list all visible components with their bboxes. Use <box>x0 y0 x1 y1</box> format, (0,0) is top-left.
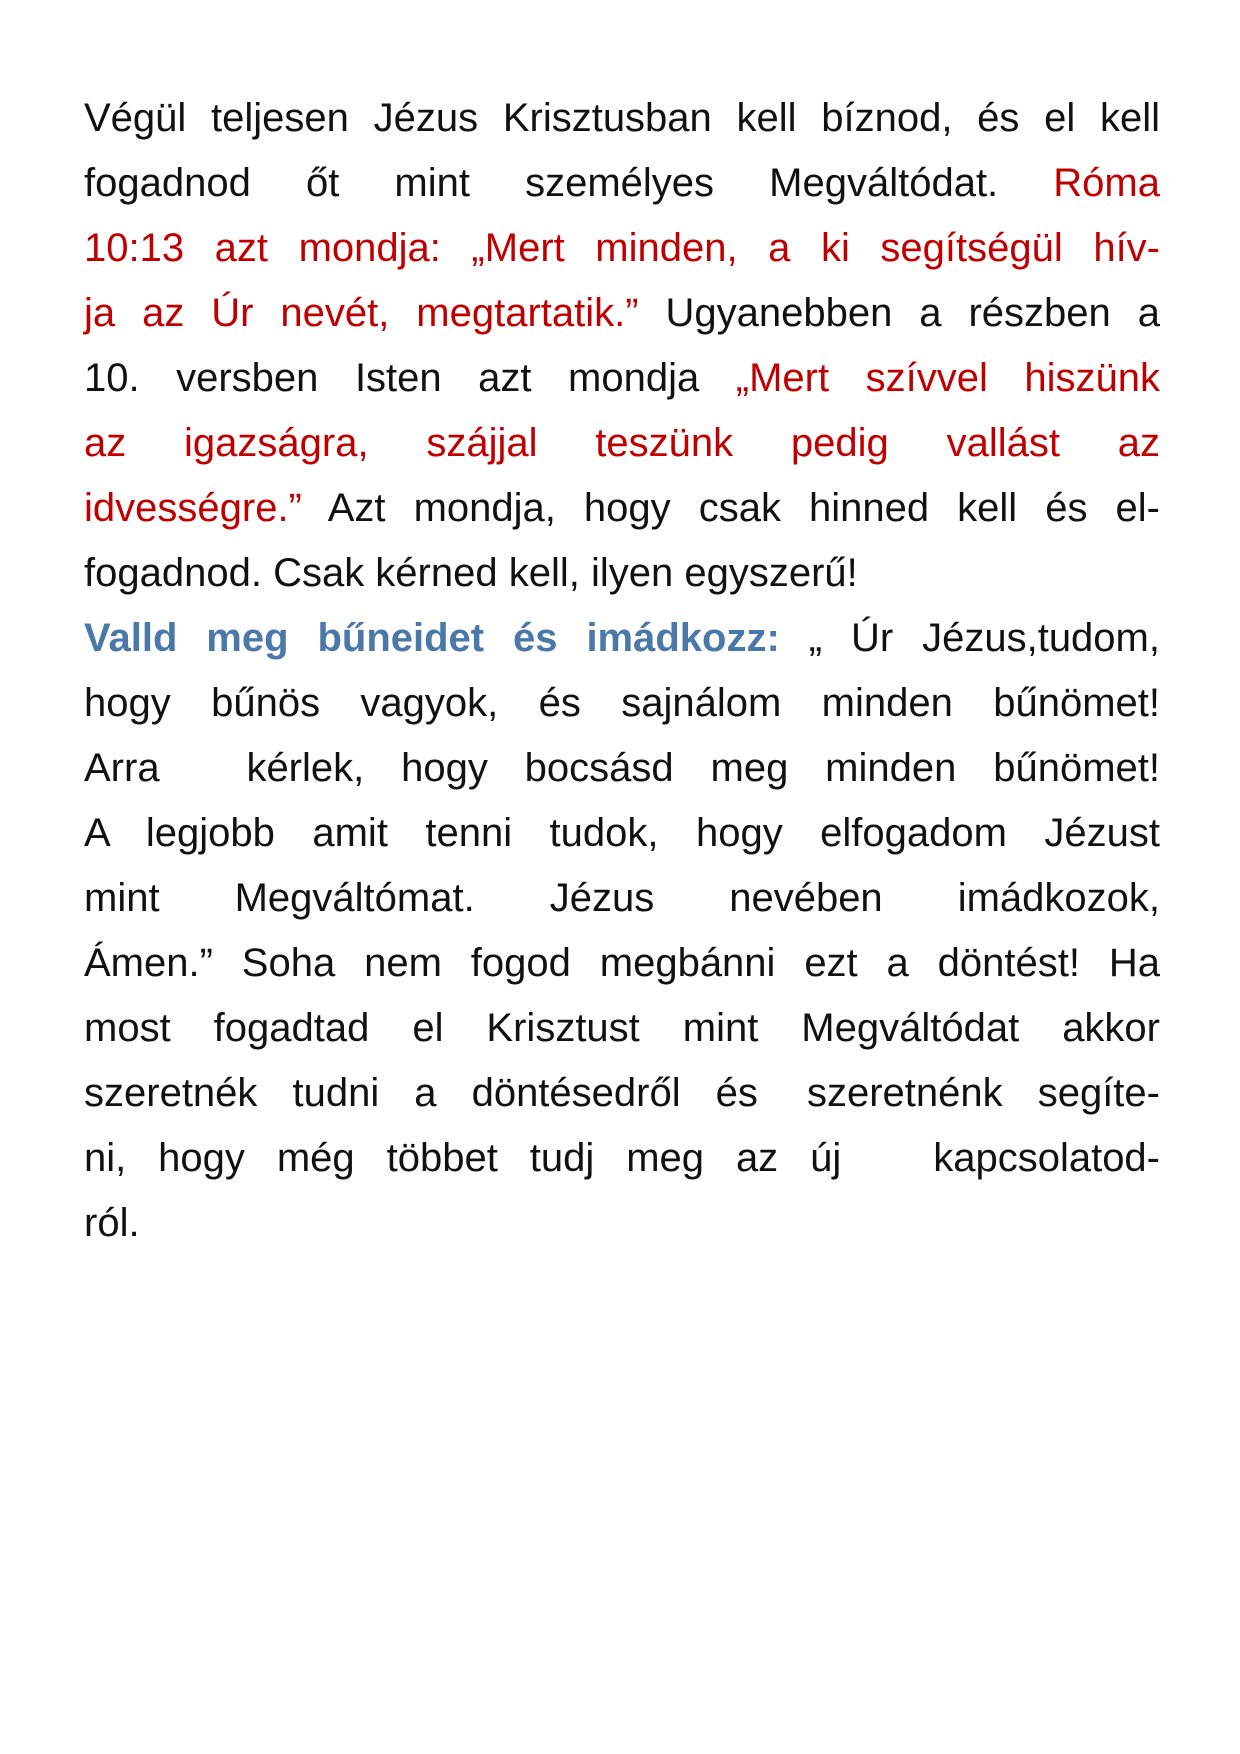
text-segment: ni, hogy még többet tudj meg az új <box>84 1136 842 1180</box>
text-segment: Ámen.” Soha nem fogod megbánni ezt a döntést! Ha <box>84 941 1160 985</box>
text-segment: fogadnod őt mint személyes Megváltódat. <box>84 161 999 205</box>
scripture-quote: az igazságra, szájjal teszünk pedig vallást az <box>84 421 1160 465</box>
text-line <box>84 866 1160 931</box>
text-line <box>84 86 1160 151</box>
scripture-quote: 10:13 azt mondja: „Mert minden, a ki segítségül hív- <box>84 226 1160 270</box>
text-line <box>84 1126 1160 1191</box>
text-line <box>84 541 1160 606</box>
text-line <box>84 606 1160 671</box>
scripture-quote: ja az Úr nevét, megtartatik.” <box>84 291 639 335</box>
text-segment: 10. versben Isten azt mondja <box>84 356 700 400</box>
text-line <box>84 151 1160 216</box>
text-segment: hogy bűnös vagyok, és sajnálom minden bűnömet! <box>84 681 1160 725</box>
text-line <box>84 281 1160 346</box>
text-segment: A legjobb amit tenni tudok, hogy elfogadom Jézust <box>84 811 1160 855</box>
text-line <box>84 216 1160 281</box>
text-segment: fogadnod. Csak kérned kell, ilyen egyszerű! <box>84 551 858 595</box>
text-segment: kapcsolatod- <box>933 1136 1160 1180</box>
text-segment: mint Megváltómat. Jézus nevében imádkozok, <box>84 876 1160 920</box>
scripture-quote: „Mert szívvel hiszünk <box>735 356 1160 400</box>
text-segment: szeretnénk segíte- <box>806 1071 1160 1115</box>
scripture-reference: Róma <box>1053 161 1160 205</box>
prayer-heading: Valld meg bűneidet és imádkozz: <box>84 616 780 660</box>
text-line <box>84 671 1160 736</box>
text-line <box>84 476 1160 541</box>
text-segment: Arra <box>84 746 160 790</box>
text-line <box>84 931 1160 996</box>
text-segment: ról. <box>84 1201 140 1245</box>
text-line <box>84 411 1160 476</box>
text-segment: Végül teljesen Jézus Krisztusban kell bíznod, és el kell <box>84 96 1160 140</box>
text-line <box>84 1191 1160 1256</box>
text-segment: „ Úr Jézus,tudom, <box>808 616 1160 660</box>
text-line <box>84 801 1160 866</box>
text-segment: Ugyanebben a részben a <box>665 291 1160 335</box>
text-line <box>84 346 1160 411</box>
text-line <box>84 1061 1160 1126</box>
text-segment: szeretnék tudni a döntésedről és <box>84 1071 758 1115</box>
text-line <box>84 996 1160 1061</box>
text-segment: kérlek, hogy bocsásd meg minden bűnömet! <box>246 746 1160 790</box>
text-line <box>84 736 1160 801</box>
body-text <box>84 86 1160 1256</box>
text-segment: Azt mondja, hogy csak hinned kell és el- <box>327 486 1160 530</box>
text-segment: most fogadtad el Krisztust mint Megváltódat akkor <box>84 1006 1160 1050</box>
scripture-quote: idvességre.” <box>84 486 302 530</box>
